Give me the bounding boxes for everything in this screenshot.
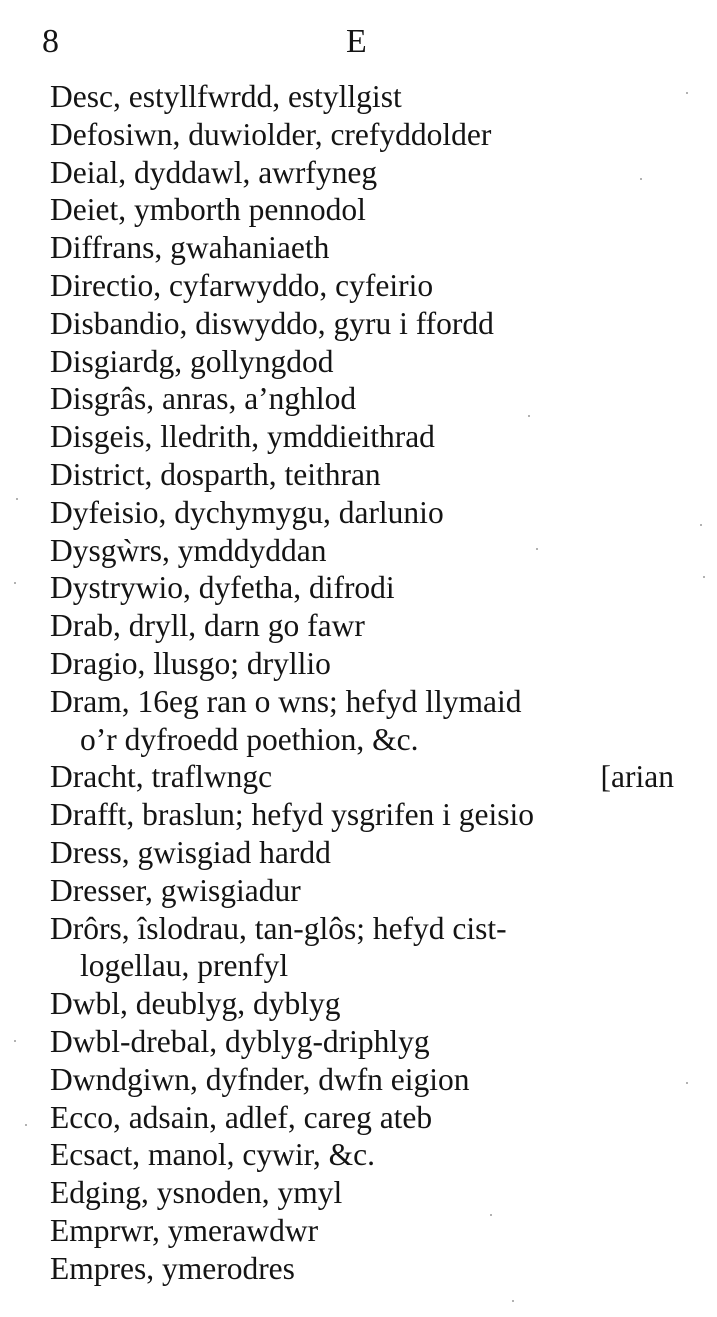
glossary-entry bbox=[50, 645, 676, 683]
entry-text: Desc, estyllfwrdd, estyllgist bbox=[50, 79, 402, 114]
entry-text: Disgrâs, anras, a’nghlod bbox=[50, 381, 357, 417]
glossary-entry bbox=[50, 380, 676, 418]
entry-text: Drab, dryll, darn go fawr bbox=[50, 608, 365, 644]
glossary-entry bbox=[50, 1174, 676, 1212]
entry-text: Dracht, traflwngc bbox=[50, 759, 273, 795]
entry-text: Disbandio, diswyddo, gyru i ffordd bbox=[50, 305, 494, 341]
entry-text: Dwbl-drebal, dyblyg-driphlyg bbox=[50, 1023, 430, 1059]
entry-text: Dyfeisio, dychymygu, darlunio bbox=[50, 494, 444, 530]
glossary-entry bbox=[50, 267, 676, 305]
glossary-entry bbox=[50, 116, 676, 154]
entry-text: Disgeis, lledrith, ymddieithrad bbox=[50, 419, 435, 455]
glossary-entry bbox=[50, 683, 676, 759]
entry-text: Ecco, adsain, adlef, careg ateb bbox=[50, 1099, 433, 1135]
glossary-entry bbox=[50, 494, 676, 532]
entry-text: Ecsact, manol, cywir, &c. bbox=[50, 1137, 375, 1173]
paper-speck bbox=[686, 1082, 688, 1084]
entry-text: Dwbl, deublyg, dyblyg bbox=[50, 986, 341, 1022]
entry-continuation: o’r dyfroedd poethion, &c. bbox=[80, 721, 419, 757]
entry-text: Dwndgiwn, dyfnder, dwfn eigion bbox=[50, 1061, 470, 1097]
entry-text: Dresser, gwisgiadur bbox=[50, 872, 301, 908]
page-header bbox=[0, 22, 717, 62]
entry-text: Emprwr, ymerawdwr bbox=[50, 1212, 319, 1248]
entry-text: Dystrywio, dyfetha, difrodi bbox=[50, 570, 395, 606]
glossary-entry bbox=[50, 872, 676, 910]
entry-text: Dress, gwisgiad hardd bbox=[50, 834, 331, 870]
paper-speck bbox=[16, 498, 18, 500]
glossary-entry bbox=[50, 910, 676, 986]
glossary-entry-list bbox=[50, 78, 676, 1288]
glossary-entry bbox=[50, 229, 676, 267]
paper-speck bbox=[14, 1040, 16, 1042]
entry-text: Dysgẁrs, ymddyddan bbox=[50, 532, 327, 568]
glossary-entry bbox=[50, 191, 676, 229]
entry-text: Dram, 16eg ran o wns; hefyd llymaid bbox=[50, 683, 522, 719]
entry-text: Deial, dyddawl, awrfyneg bbox=[50, 154, 378, 190]
paper-speck bbox=[640, 178, 642, 180]
glossary-entry bbox=[50, 985, 676, 1023]
glossary-entry bbox=[50, 418, 676, 456]
glossary-entry bbox=[50, 532, 676, 570]
entry-text: Defosiwn, duwiolder, crefyddolder bbox=[50, 116, 492, 152]
glossary-entry bbox=[50, 305, 676, 343]
glossary-entry bbox=[50, 796, 676, 834]
glossary-entry bbox=[50, 154, 676, 192]
entry-text: Empres, ymerodres bbox=[50, 1250, 295, 1286]
paper-speck bbox=[25, 1124, 27, 1126]
paper-speck bbox=[490, 1214, 492, 1216]
glossary-entry bbox=[50, 834, 676, 872]
entry-catchword: [arian bbox=[600, 759, 674, 795]
paper-speck bbox=[528, 415, 530, 417]
paper-speck bbox=[512, 1300, 514, 1302]
entry-text: Directio, cyfarwyddo, cyfeirio bbox=[50, 267, 434, 303]
paper-speck bbox=[700, 524, 702, 526]
glossary-entry bbox=[50, 607, 676, 645]
entry-continuation: logellau, prenfyl bbox=[80, 948, 289, 984]
paper-speck bbox=[14, 582, 16, 584]
paper-speck bbox=[703, 576, 705, 578]
entry-text: District, dosparth, teithran bbox=[50, 456, 381, 492]
glossary-entry bbox=[50, 1250, 676, 1288]
glossary-entry bbox=[50, 758, 676, 796]
glossary-entry bbox=[50, 1023, 676, 1061]
glossary-entry bbox=[50, 1212, 676, 1250]
entry-text: Dragio, llusgo; dryllio bbox=[50, 645, 331, 681]
paper-speck bbox=[536, 548, 538, 550]
paper-speck bbox=[686, 92, 688, 94]
glossary-entry bbox=[50, 1099, 676, 1137]
page-number: 8 bbox=[42, 23, 59, 60]
glossary-entry bbox=[50, 456, 676, 494]
glossary-entry bbox=[50, 343, 676, 381]
entry-text: Disgiardg, gollyngdod bbox=[50, 343, 334, 379]
glossary-entry bbox=[50, 78, 676, 116]
entry-text: Diffrans, gwahaniaeth bbox=[50, 230, 330, 266]
glossary-entry bbox=[50, 569, 676, 607]
entry-text: Drôrs, îslodrau, tan-glôs; hefyd cist- bbox=[50, 910, 507, 946]
running-head: E bbox=[346, 23, 367, 60]
entry-text: Drafft, braslun; hefyd ysgrifen i geisio bbox=[50, 797, 535, 833]
entry-text: Edging, ysnoden, ymyl bbox=[50, 1175, 343, 1211]
glossary-entry bbox=[50, 1061, 676, 1099]
glossary-entry bbox=[50, 1136, 676, 1174]
entry-text: Deiet, ymborth pennodol bbox=[50, 192, 366, 228]
